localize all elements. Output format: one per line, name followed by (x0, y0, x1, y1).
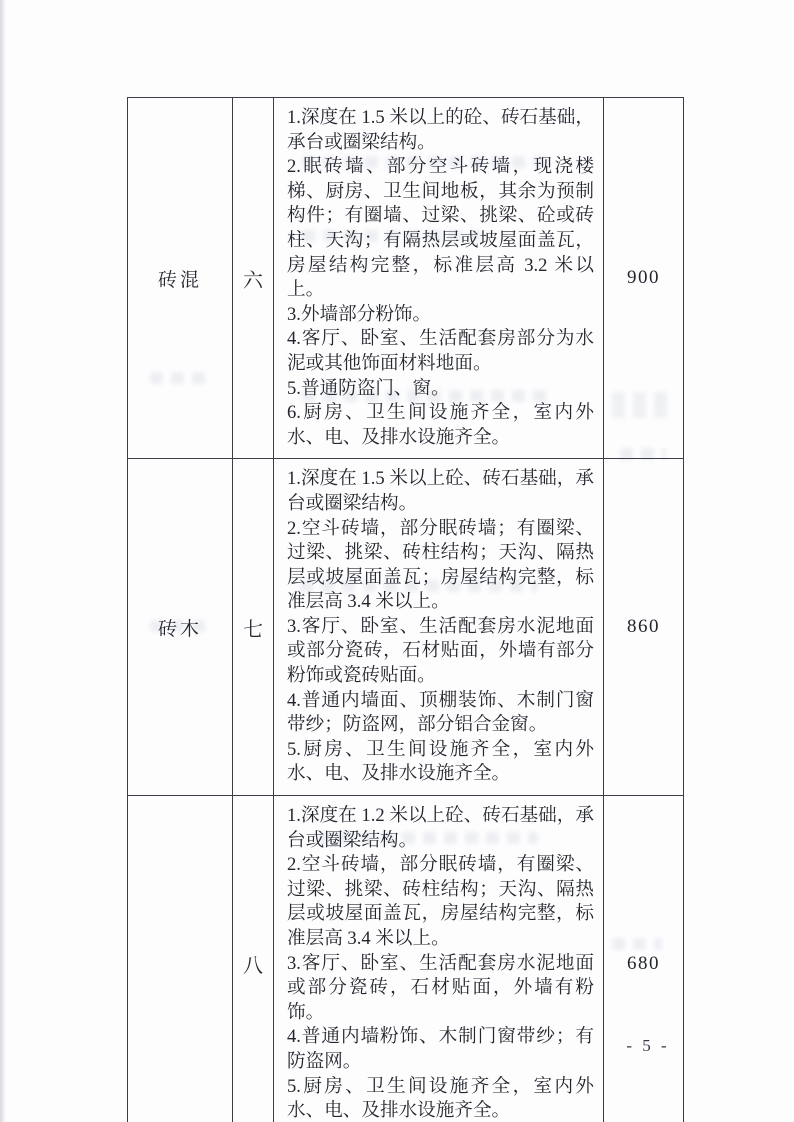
standard-item: 6.厨房、卫生间设施齐全，室内外水、电、及排水设施齐全。 (287, 402, 594, 448)
standard-item: 4.普通内墙面、顶棚装饰、木制门窗带纱；防盗网，部分铝合金窗。 (287, 689, 594, 736)
standard-item: 5.普通防盗门、窗。 (287, 377, 450, 399)
standard-item: 5.厨房、卫生间设施齐全，室内外水、电、及排水设施齐全。 (287, 738, 594, 785)
standard-item: 5.厨房、卫生间设施齐全，室内外水、电、及排水设施齐全。 (287, 1075, 594, 1122)
standard-item: 1.深度在 1.2 米以上砼、砖石基础，承台或圈梁结构。 (287, 805, 594, 851)
standard-item: 4.普通内墙粉饰、木制门窗带纱；有防盗网。 (287, 1026, 594, 1072)
standard-item: 2.空斗砖墙，部分眠砖墙，有圈梁、过梁、挑梁、砖柱结构；天沟、隔热层或坡屋面盖瓦，房屋结构完整，标准层高 3.4 米以上。 (287, 854, 594, 949)
standards-cell (274, 796, 604, 1122)
structure-type-cell (128, 796, 233, 1122)
table-row (128, 459, 684, 796)
standard-item: 3.客厅、卧室、生活配套房水泥地面或部分瓷砖，石材贴面，外墙有粉饰。 (287, 952, 594, 1023)
standard-item: 1.深度在 1.5 米以上砼、砖石基础，承台或圈梁结构。 (287, 468, 594, 514)
standard-item: 2.空斗砖墙，部分眠砖墙；有圈梁、过梁、挑梁、砖柱结构；天沟、隔热层或坡屋面盖瓦；房屋结构完整，标准层高 3.4 米以上。 (287, 517, 594, 613)
grade-cell: 六 (233, 98, 274, 459)
grade-cell: 八 (233, 796, 274, 1122)
standard-item: 2.眠砖墙、部分空斗砖墙，现浇楼梯、厨房、卫生间地板，其余为预制构件；有圈墙、过梁、挑梁、砼或砖柱、天沟；有隔热层或坡屋面盖瓦，房屋结构完整，标准层高 3.2 米以上。 (287, 156, 594, 301)
price-cell: 860 (604, 459, 684, 796)
standard-item: 3.客厅、卧室、生活配套房水泥地面或部分瓷砖，石材贴面，外墙有部分粉饰或瓷砖贴面。 (287, 615, 594, 687)
price-cell: 680 (604, 796, 684, 1122)
building-valuation-table (127, 97, 684, 1122)
page-number: - 5 - (626, 1036, 670, 1055)
structure-type-cell: 砖混 (128, 98, 233, 459)
structure-type-cell: 砖木 (128, 459, 233, 796)
table-row (128, 796, 684, 1122)
scan-edge-shade (0, 0, 6, 1122)
standards-cell (274, 98, 604, 459)
standards-cell (274, 459, 604, 796)
grade-cell: 七 (233, 459, 274, 796)
standard-item: 4.客厅、卧室、生活配套房部分为水泥或其他饰面材料地面。 (287, 328, 594, 374)
table-row (128, 98, 684, 459)
standard-item: 3.外墙部分粉饰。 (287, 303, 432, 325)
standard-item: 1.深度在 1.5 米以上的砼、砖石基础，承台或圈梁结构。 (287, 107, 594, 153)
price-cell: 900 (604, 98, 684, 459)
